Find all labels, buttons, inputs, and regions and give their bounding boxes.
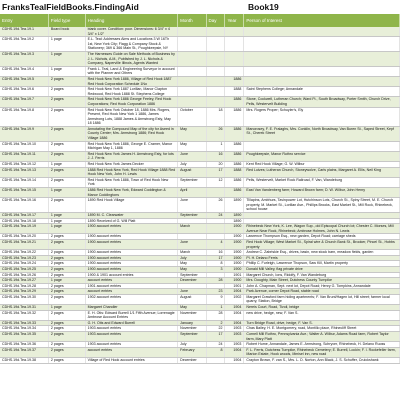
year-cell: 1900 — [225, 266, 244, 272]
year-cell: 1888 — [225, 167, 244, 177]
table-row — [0, 37, 400, 52]
person-cell: Rhinebeck New York, K. Lee, Wagon Sup., old Episcopal Church lot; Chester C. Morses, Mill Avenue Near Rock, Rhinebeck; Ambrose Holmes, John N. Lewis — [244, 224, 400, 234]
finding-aid-table — [0, 14, 400, 364]
table-row — [0, 27, 400, 37]
heading-cell: 1900 account entries — [85, 255, 178, 261]
entry-cell: CDHS.19d.Tea.19.27 — [0, 278, 48, 284]
day-cell: 18 — [206, 107, 225, 126]
column-header-heading: Heading — [85, 14, 178, 27]
entry-cell: CDHS.19d.Tea.19.13 — [0, 167, 48, 177]
heading-cell: 1900 account entries — [85, 266, 178, 272]
field-type-cell: 2 pages — [48, 358, 85, 364]
month-cell — [178, 66, 206, 76]
person-cell: F. L. Ferris, Dutchess Turnpike, Rhinebeck Cemetery; E. Burrell, Lockin; F. I. Rockefeller farm, Marion Estate, Hook woods, Mmisel inn, new road — [244, 347, 400, 357]
heading-cell: Red Hook New York James H. Armstrong Esty, for lots J. J. Ferris — [85, 151, 178, 161]
heading-cell: 1890 Received of G. Will Platt — [85, 218, 178, 224]
person-cell — [244, 76, 400, 86]
entry-cell: CDHS.19d.Tea.19.33 — [0, 320, 48, 326]
year-cell: 1886 — [225, 126, 244, 141]
heading-cell: 1890 M. C. Clearwater — [85, 212, 178, 218]
year-cell: 1900 — [225, 239, 244, 249]
entry-cell: CDHS.19d.Tea.19.37 — [0, 347, 48, 357]
year-cell — [225, 66, 244, 76]
field-type-cell: 2 pages — [48, 250, 85, 256]
entry-cell: CDHS.19d.Tea.19.14 — [0, 177, 48, 187]
field-type-cell: 2 pages — [48, 255, 85, 261]
table-row — [0, 87, 400, 97]
field-type-cell: 2 pages — [48, 239, 85, 249]
month-cell: December — [178, 358, 206, 364]
heading-cell: Red Hook New York October 18, 1886 Mrs. Rogers, Present, Red Hook New York 1 1886, James Armstrong Lots, 1888 James & Armstrong Esty, May 18 1886 — [85, 107, 178, 126]
month-cell: December — [178, 278, 206, 284]
table-row — [0, 167, 400, 177]
day-cell — [206, 358, 225, 364]
field-type-cell: 1 page — [48, 188, 85, 198]
field-type-cell: 2 pages — [48, 177, 85, 187]
year-cell — [225, 37, 244, 52]
day-cell: 24 — [206, 212, 225, 218]
table-row — [0, 347, 400, 357]
field-type-cell: Board book — [48, 27, 85, 37]
day-cell: 4 — [206, 239, 225, 249]
heading-cell: 1900 account entries — [85, 234, 178, 240]
heading-cell: E.L. Teal: Addresses Aims and Locations 3 W 16Th 1st, New York City; Flagg & Company Stock & Stationery; 369 & 366 Main St., Poughkeepsie, NY — [85, 37, 178, 52]
person-cell: Donald Mill Valley, flag private drive — [244, 266, 400, 272]
field-type-cell: 2 pages — [48, 151, 85, 161]
month-cell: November — [178, 310, 206, 320]
day-cell: 28 — [206, 278, 225, 284]
heading-cell: Red Hook New York 1886, Town of Red Hook New York — [85, 177, 178, 187]
field-type-cell: 2 pages — [48, 261, 85, 267]
column-header-field-type: Field type — [48, 14, 85, 27]
person-cell: Mrs. Rogers Proper; Schuyler's, Ely — [244, 107, 400, 126]
field-type-cell: 2 pages — [48, 107, 85, 126]
day-cell: 26 — [206, 198, 225, 213]
column-header-person: Person of Interest — [244, 14, 400, 27]
entry-cell: CDHS.19d.Tea.19.30 — [0, 294, 48, 304]
day-cell: 17 — [206, 255, 225, 261]
person-cell: Andrew C. Zabriskie Esq., drives, basin, new stock barn, meadow fields, garden — [244, 250, 400, 256]
heading-cell: account entries — [85, 278, 178, 284]
table-row — [0, 198, 400, 213]
month-cell — [178, 51, 206, 66]
heading-cell: The Harnesses Guide on Sale Methods of Business by J. L. Nichols, A.M., Published by J. L. Nichols & Company, Naperville Illinois, Agents Wanted — [85, 51, 178, 66]
month-cell — [178, 76, 206, 86]
person-cell: Tillapins, Ambhurs, Tavinpower Lot, Hutchinson Lots, Church St., Spiny Street, M. E. Church property, M. Market St., Lorillan Ave., Phillips Brooks, East Market St., Mill Rock, Rhinebeck, school house — [244, 198, 400, 213]
field-type-cell: 2 pages — [48, 141, 85, 151]
entry-cell: CDHS.19d.Tea.19.20 — [0, 234, 48, 240]
day-cell — [206, 188, 225, 198]
field-type-cell: 1 page — [48, 305, 85, 311]
year-cell: 1886 — [225, 188, 244, 198]
entry-cell: CDHS.19d.Tea.19.5 — [0, 76, 48, 86]
day-cell: 24 — [206, 342, 225, 348]
year-cell: 1886 — [225, 97, 244, 107]
year-cell: 1890 — [225, 198, 244, 213]
month-cell: March — [178, 250, 206, 256]
month-cell: July — [178, 342, 206, 348]
day-cell — [206, 51, 225, 66]
month-cell: January — [178, 320, 206, 326]
table-row — [0, 76, 400, 86]
field-type-cell: 1 page — [48, 212, 85, 218]
field-type-cell: 1 page — [48, 218, 85, 224]
column-header-day: Day — [206, 14, 225, 27]
entry-cell: CDHS.19d.Tea.19.1 — [0, 27, 48, 37]
heading-cell: account entries — [85, 347, 178, 357]
day-cell — [206, 87, 225, 97]
day-cell: 8 — [206, 347, 225, 357]
heading-cell: 1900 account entries — [85, 261, 178, 267]
person-cell — [244, 37, 400, 52]
table-row — [0, 66, 400, 76]
entry-cell: CDHS.19d.Tea.19.7 — [0, 97, 48, 107]
month-cell: August — [178, 167, 206, 177]
month-cell: May — [178, 266, 206, 272]
month-cell: September — [178, 272, 206, 278]
heading-cell: G. H. Otis and Edward Burrell — [85, 320, 178, 326]
month-cell: May — [178, 305, 206, 311]
field-type-cell: 2 pages — [48, 126, 85, 141]
month-cell — [178, 87, 206, 97]
entry-cell: CDHS.19d.Tea.19.2 — [0, 37, 48, 52]
heading-cell: Red Hook New York 1886 George Feeley, Red Hook Corporations; Red Hook Corporation 1886 — [85, 97, 178, 107]
entry-cell: CDHS.19d.Tea.19.18 — [0, 218, 48, 224]
table-row — [0, 332, 400, 342]
year-cell: 1890 — [225, 218, 244, 224]
book-label: Book19 — [248, 2, 279, 12]
field-type-cell: 2 pages — [48, 289, 85, 295]
month-cell: July — [178, 162, 206, 168]
person-cell: Cornell Mill Ruthro, Pennsylvania Ave.; Walter A. Wilbur, Adams Road farm, Robert Taylor farm, Mary Platt — [244, 332, 400, 342]
month-cell: June — [178, 198, 206, 213]
field-type-cell: 1 page — [48, 162, 85, 168]
year-cell: 1888 — [225, 87, 244, 97]
month-cell: June — [178, 151, 206, 161]
year-cell: 1903 — [225, 342, 244, 348]
year-cell — [225, 51, 244, 66]
person-cell: John A. Chapman, Sept. next lot, Depot Road; Henry G. Tompkins, Annandale — [244, 283, 400, 289]
day-cell: 2 — [206, 320, 225, 326]
day-cell: 1 — [206, 141, 225, 151]
person-cell: Robert Hume, Annandale, James E. Armstrong, Schryver, Rhinebeck, H. Delano Ruoss — [244, 342, 400, 348]
day-cell: 16 — [206, 250, 225, 256]
field-type-cell: 1 page — [48, 51, 85, 66]
heading-cell: 1900 account entries — [85, 250, 178, 256]
month-cell: September — [178, 177, 206, 187]
person-cell: East Van Vandenberg farm; Howard Brown farm; D. W. Wilbur, John Henry — [244, 188, 400, 198]
year-cell: 1904 — [225, 289, 244, 295]
table-row — [0, 188, 400, 198]
heading-cell: 1903 account entries — [85, 332, 178, 342]
table-row — [0, 151, 400, 161]
field-type-cell: 2 pages — [48, 283, 85, 289]
person-cell: Pells, Westervelt, Market Rock Railroad, F. Van, Wandeburg — [244, 177, 400, 187]
field-type-cell: 2 pages — [48, 294, 85, 304]
day-cell: 1 — [206, 305, 225, 311]
person-cell: Stone, Cockwell, Lutheran Church; Ward Ft., South Broadway, Porter Smith, Church Drive, Pells, Westervelt Building — [244, 97, 400, 107]
entry-cell: CDHS.19d.Tea.19.32 — [0, 310, 48, 320]
year-cell: 1904 — [225, 310, 244, 320]
year-cell: 1886 — [225, 151, 244, 161]
month-cell: May — [178, 261, 206, 267]
month-cell — [178, 97, 206, 107]
field-type-cell: 2 pages — [48, 272, 85, 278]
heading-cell: 1900 account entries — [85, 224, 178, 234]
person-cell: Poughkeepsie, Manor Ruthro service — [244, 151, 400, 161]
month-cell: August — [178, 294, 206, 304]
day-cell: 28 — [206, 310, 225, 320]
field-type-cell: 1 page — [48, 37, 85, 52]
heading-cell: 1903 account entries — [85, 326, 178, 332]
table-row — [0, 51, 400, 66]
table-row — [0, 294, 400, 304]
day-cell: 9 — [206, 294, 225, 304]
person-cell: Turn Bridge Road, drive, hedge, F. Van S. — [244, 320, 400, 326]
year-cell: 1886 — [225, 107, 244, 126]
day-cell: 17 — [206, 332, 225, 342]
day-cell — [206, 76, 225, 86]
year-cell: 1900 — [225, 278, 244, 284]
field-type-cell: 2 pages — [48, 76, 85, 86]
year-cell: 1900 — [225, 250, 244, 256]
heading-cell: 1903 account entries — [85, 342, 178, 348]
month-cell: May — [178, 141, 206, 151]
year-cell: 1890 — [225, 212, 244, 218]
year-cell: 1900 — [225, 255, 244, 261]
table-row — [0, 310, 400, 320]
entry-cell: CDHS.19d.Tea.19.31 — [0, 305, 48, 311]
table-row — [0, 224, 400, 234]
month-cell: July — [178, 255, 206, 261]
field-type-cell: 2 pages — [48, 320, 85, 326]
entry-cell: CDHS.19d.Tea.19.17 — [0, 212, 48, 218]
field-type-cell: 2 pages — [48, 167, 85, 177]
person-cell: Mrs. Doughty, Main Street, Dutchess County Turnpike — [244, 278, 400, 284]
person-cell: Nereis Court, Road, Tivoli, bridge — [244, 305, 400, 311]
column-header-entry: Entry — [0, 14, 48, 27]
entry-cell: CDHS.19d.Tea.19.29 — [0, 289, 48, 295]
document-header — [0, 0, 400, 14]
person-cell: Pl. H. Delano Ferris — [244, 255, 400, 261]
person-cell: Red Lutzes; Lutheran Church, Stoneywolve, Carls plains, Margaret A. Ellis, Neil King — [244, 167, 400, 177]
month-cell: October — [178, 107, 206, 126]
heading-cell: blank cover. Condition: poor. Dimensions: 6 3/4" x 4 3/4" x 1/2" — [85, 27, 178, 37]
heading-cell: 1888 Red Hook New York, Red Hook Village 1888 Red Hook New York, John H. Lewis — [85, 167, 178, 177]
day-cell: 22 — [206, 326, 225, 332]
entry-cell: CDHS.19d.Tea.19.38 — [0, 358, 48, 364]
year-cell: 1904 — [225, 358, 244, 364]
day-cell: 16 — [206, 151, 225, 161]
month-cell: June — [178, 289, 206, 295]
year-cell: 1886 — [225, 162, 244, 168]
heading-cell: Village of Red Hook account entries — [85, 358, 178, 364]
heading-cell: E. H. Otis: Edward Burrell 1/1 Fifth Avenue; Lorrenagie Ambrose Account Entries — [85, 310, 178, 320]
entry-cell: CDHS.19d.Tea.19.15 — [0, 188, 48, 198]
entry-cell: CDHS.19d.Tea.19.23 — [0, 255, 48, 261]
year-cell: 1901 — [225, 283, 244, 289]
heading-cell: 1901 account entries — [85, 283, 178, 289]
day-cell — [206, 66, 225, 76]
person-cell: Margaret Church, Ions, Ridolfy, F. Van Wandeburg — [244, 272, 400, 278]
table-row — [0, 358, 400, 364]
year-cell: 1900 — [225, 261, 244, 267]
field-type-cell: 2 pages — [48, 332, 85, 342]
heading-cell: Frank L. Teal, Land & Engineering Surveyor in account with the Planner and Others — [85, 66, 178, 76]
person-cell: Phillip C. Furleigh, Lawrence Thopson, Saw Kill, Martin property — [244, 261, 400, 267]
year-cell: 1900 — [225, 224, 244, 234]
field-type-cell: 2 pages — [48, 234, 85, 240]
day-cell: 17 — [206, 167, 225, 177]
table-row — [0, 97, 400, 107]
field-type-cell: 2 pages — [48, 87, 85, 97]
month-cell: September — [178, 332, 206, 342]
table-row — [0, 126, 400, 141]
table-row — [0, 239, 400, 249]
year-cell: 1886 — [225, 177, 244, 187]
person-cell: Manorosey, F. E. Fralaghs, Mrs. Conklin, North Broadway, Van Buren St., Saped Street, Kepf St., Cherek Street — [244, 126, 400, 141]
entry-cell: CDHS.19d.Tea.19.24 — [0, 261, 48, 267]
heading-cell: Margaret Chandler — [85, 305, 178, 311]
year-cell: 1886 — [225, 141, 244, 151]
day-cell: 3 — [206, 266, 225, 272]
heading-cell: account entries — [85, 289, 178, 295]
table-body — [0, 27, 400, 363]
heading-cell: 1900 & 1901 account entries — [85, 272, 178, 278]
person-cell: Kent Red Hook Village; G. W. Wilbur — [244, 162, 400, 168]
year-cell — [225, 27, 244, 37]
field-type-cell: 1 page — [48, 224, 85, 234]
entry-cell: CDHS.19d.Tea.19.3 — [0, 51, 48, 66]
month-cell: November — [178, 326, 206, 332]
day-cell: 20 — [206, 162, 225, 168]
year-cell: 1900 — [225, 234, 244, 240]
entry-cell: CDHS.19d.Tea.19.34 — [0, 326, 48, 332]
heading-cell: 1886 Red Hook New York, Edward Coddington & Manor Coddingtons — [85, 188, 178, 198]
entry-cell: CDHS.19d.Tea.19.28 — [0, 283, 48, 289]
entry-cell: CDHS.19d.Tea.19.12 — [0, 162, 48, 168]
entry-cell: CDHS.19d.Tea.19.36 — [0, 342, 48, 348]
month-cell: February — [178, 347, 206, 357]
heading-cell: Red Hook New York 1887 Lorillan, Manor Clapton Redwood, Red Hook 1888 St. Stephens College — [85, 87, 178, 97]
entry-cell: CDHS.19d.Tea.19.21 — [0, 239, 48, 249]
field-type-cell: 1 page — [48, 278, 85, 284]
month-cell — [178, 37, 206, 52]
column-header-month: Month — [178, 14, 206, 27]
day-cell: 12 — [206, 177, 225, 187]
entry-cell: CDHS.19d.Tea.19.25 — [0, 266, 48, 272]
year-cell: 1904 — [225, 320, 244, 326]
entry-cell: CDHS.19d.Tea.19.16 — [0, 198, 48, 213]
day-cell: 26 — [206, 126, 225, 141]
table-row — [0, 141, 400, 151]
person-cell — [244, 51, 400, 66]
year-cell: 1903 — [225, 332, 244, 342]
year-cell: 1901 — [225, 272, 244, 278]
year-cell: 1904 — [225, 305, 244, 311]
person-cell: Saint Stephens College; Annandale — [244, 87, 400, 97]
heading-cell: 1902 account entries — [85, 294, 178, 304]
person-cell — [244, 27, 400, 37]
entry-cell: CDHS.19d.Tea.19.6 — [0, 87, 48, 97]
heading-cell: Red Hook New York 1886, Village of Red Hook 1887 Red Hook Corporation Schedule 1No — [85, 76, 178, 86]
person-cell — [244, 66, 400, 76]
month-cell: September — [178, 212, 206, 218]
entry-cell: CDHS.19d.Tea.19.22 — [0, 250, 48, 256]
table-row — [0, 107, 400, 126]
person-cell: Crayton Brown, F. van S., Mrs. L. D. Norton, Ann Black, J. S. Schuffer, Cruickshank — [244, 358, 400, 364]
year-cell: 1902 — [225, 294, 244, 304]
day-cell: 8 — [206, 261, 225, 267]
day-cell — [206, 37, 225, 52]
person-cell: new drive, hedge, new, F. Van S. — [244, 310, 400, 320]
person-cell: Chas Bailey, H. E. Montgomery, road, Montillo place, Rhinecliff Street — [244, 326, 400, 332]
field-type-cell: 2 pages — [48, 198, 85, 213]
entry-cell: CDHS.19d.Tea.19.19 — [0, 224, 48, 234]
field-type-cell: 2 pages — [48, 347, 85, 357]
month-cell: May — [178, 126, 206, 141]
entry-cell: CDHS.19d.Tea.19.10 — [0, 141, 48, 151]
month-cell — [178, 27, 206, 37]
field-type-cell: 2 pages — [48, 342, 85, 348]
field-type-cell: 2 pages — [48, 326, 85, 332]
year-cell: 1904 — [225, 347, 244, 357]
entry-cell: CDHS.19d.Tea.19.4 — [0, 66, 48, 76]
heading-cell: Red Hook New York 1886, George E. Cramer, Manor Michigan May 1, 1886 — [85, 141, 178, 151]
heading-cell: Red Hook New York James Decker — [85, 162, 178, 168]
field-type-cell: 2 pages — [48, 310, 85, 320]
day-cell: 23 — [206, 289, 225, 295]
month-cell: April — [178, 188, 206, 198]
person-cell: Lawrence Thompson Esq., new garden, Depot Road; carriage sheds — [244, 234, 400, 240]
person-cell: Park Avenue, corner Depot Road, stable road — [244, 289, 400, 295]
entry-cell: CDHS.19d.Tea.19.8 — [0, 107, 48, 126]
entry-cell: CDHS.19d.Tea.19.35 — [0, 332, 48, 342]
person-cell: Margaret Crawford farm hiding apartments; F. Van Brunt/Hagen lot, Hill street; farmer local quarry, Station, Bridge — [244, 294, 400, 304]
table-row — [0, 177, 400, 187]
heading-cell: Annotating the Compound Map of the city for Aseed in County Center; Mrs. Armstrong 1886; Red Hook Village 1886 — [85, 126, 178, 141]
year-cell: 1903 — [225, 326, 244, 332]
day-cell — [206, 27, 225, 37]
day-cell — [206, 97, 225, 107]
entry-cell: CDHS.19d.Tea.19.9 — [0, 126, 48, 141]
column-header-year: Year — [225, 14, 244, 27]
month-cell: June — [178, 239, 206, 249]
heading-cell: 1890 Red Hook Village — [85, 198, 178, 213]
person-cell: Red Hook Village; West Market St., Spiral wire & Church Bank St., Brooker, Pincel St., Hobbs property — [244, 239, 400, 249]
entry-cell: CDHS.19d.Tea.19.11 — [0, 151, 48, 161]
year-cell: 1886 — [225, 76, 244, 86]
heading-cell: 1900 account entries — [85, 239, 178, 249]
day-cell — [206, 224, 225, 234]
entry-cell: CDHS.19d.Tea.19.26 — [0, 272, 48, 278]
month-cell: March — [178, 224, 206, 234]
field-type-cell: 2 pages — [48, 97, 85, 107]
header-row — [0, 14, 400, 27]
document-title: FranksTealFieldBooks.FindingAid — [2, 2, 139, 12]
field-type-cell: 2 pages — [48, 266, 85, 272]
person-cell — [244, 141, 400, 151]
field-type-cell: 1 page — [48, 66, 85, 76]
